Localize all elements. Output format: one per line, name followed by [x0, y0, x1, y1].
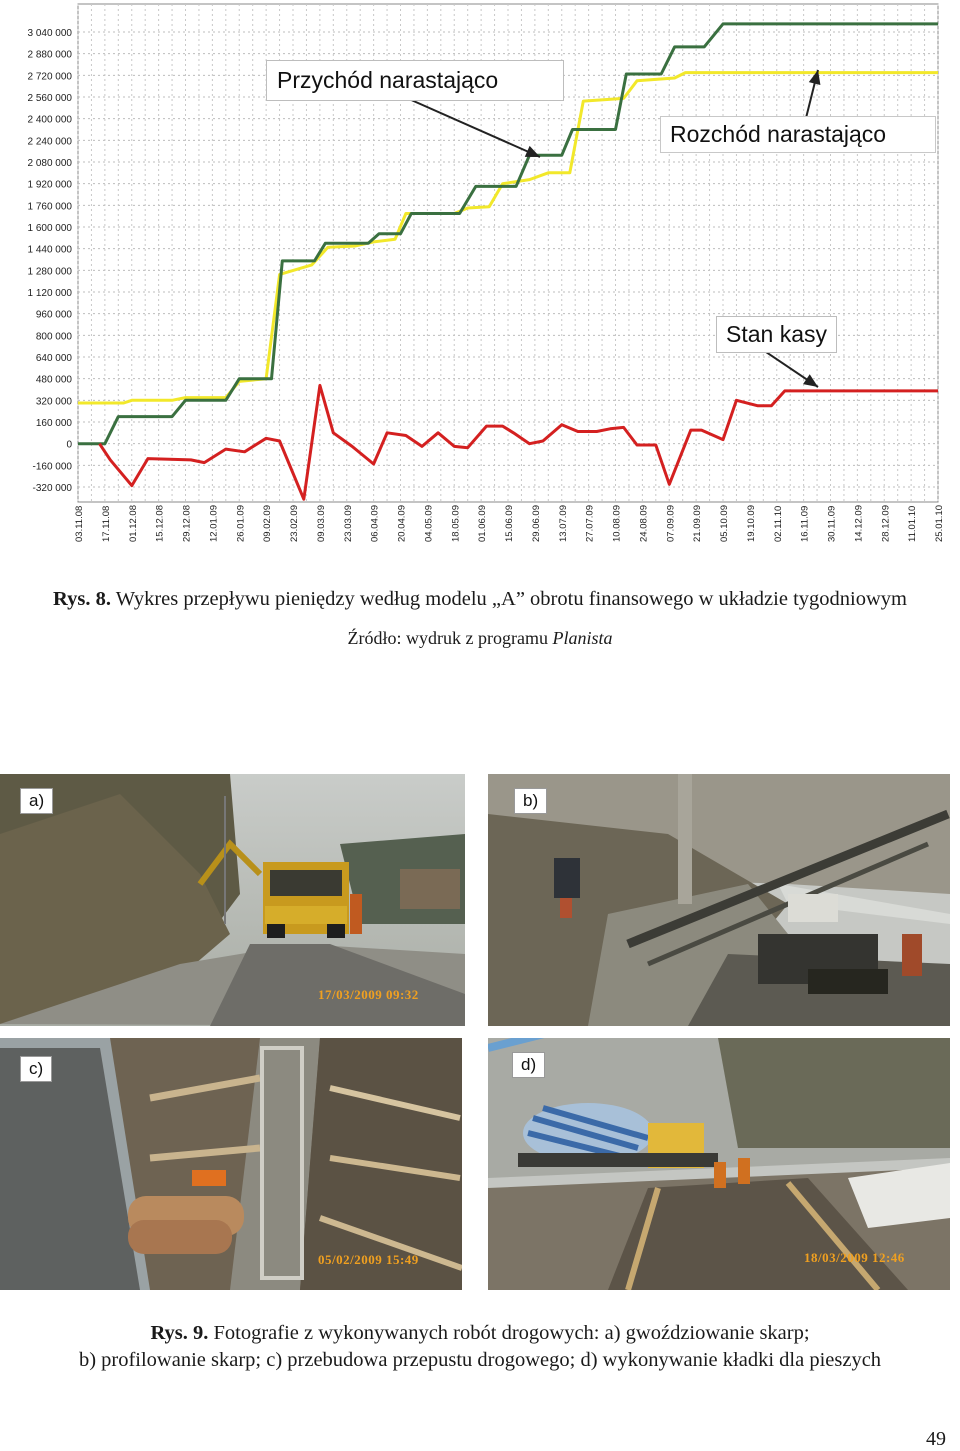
x-tick-label: 18.05.09: [450, 505, 462, 542]
y-tick-label: -320 000: [32, 483, 72, 494]
y-tick-label: 2 720 000: [27, 71, 72, 83]
x-tick-label: 12.01.09: [208, 505, 220, 542]
x-tick-label: 27.07.09: [584, 505, 596, 542]
x-tick-label: 02.11.10: [772, 505, 784, 542]
x-tick-label: 04.05.09: [423, 505, 435, 542]
figure-8-caption: [0, 588, 960, 611]
y-tick-label: 320 000: [35, 396, 72, 408]
figure-8-label: Rys. 8.: [53, 588, 111, 610]
photo-b-image: [488, 774, 950, 1026]
x-tick-label: 20.04.09: [396, 505, 408, 542]
y-tick-label: 160 000: [35, 418, 72, 429]
y-tick-label: 960 000: [35, 309, 72, 321]
x-tick-label: 06.04.09: [369, 505, 381, 542]
y-tick-label: 640 000: [35, 353, 72, 364]
x-tick-label: 11.01.10: [907, 505, 919, 542]
callout-przychod: Przychód narastająco: [266, 60, 564, 101]
photo-d-label: d): [512, 1052, 545, 1078]
y-tick-label: 1 120 000: [27, 288, 72, 299]
source-program: Planista: [552, 628, 613, 648]
x-tick-label: 28.12.09: [880, 505, 892, 542]
photo-d-timestamp: 18/03/2009 12:46: [804, 1250, 905, 1265]
x-tick-label: 03.11.08: [74, 505, 85, 542]
y-tick-label: 2 880 000: [27, 49, 72, 61]
photo-c-label: c): [20, 1056, 52, 1082]
figure-9-label: Rys. 9.: [150, 1322, 209, 1344]
x-tick-label: 19.10.09: [745, 505, 757, 542]
x-tick-label: 09.03.09: [315, 505, 327, 542]
y-tick-label: 3 040 000: [27, 28, 72, 39]
x-tick-label: 24.08.09: [638, 505, 650, 542]
callout-stan-kasy: Stan kasy: [716, 316, 837, 353]
photo-a-timestamp: 17/03/2009 09:32: [318, 987, 419, 1002]
photo-c: [0, 1038, 462, 1290]
photo-b: [488, 774, 950, 1026]
y-tick-label: 2 080 000: [27, 158, 72, 169]
photo-c-timestamp: 05/02/2009 15:49: [318, 1252, 419, 1267]
x-tick-label: 26.01.09: [235, 505, 247, 542]
x-tick-label: 21.09.09: [692, 505, 704, 542]
figure-9-text-line1: Fotografie z wykonywanych robót drogowych: a) gwoździowanie skarp;: [208, 1322, 810, 1344]
x-tick-label: 01.06.09: [477, 505, 489, 542]
x-tick-label: 25.01.10: [934, 505, 945, 542]
x-tick-label: 23.03.09: [342, 505, 354, 542]
x-tick-label: 15.06.09: [504, 505, 515, 542]
photo-a-label: a): [20, 788, 53, 814]
y-tick-label: 1 280 000: [27, 266, 72, 278]
y-tick-label: 2 400 000: [27, 114, 72, 126]
figure-8-text: Wykres przepływu pieniędzy według modelu „A” obrotu finansowego w układzie tygodniowym: [110, 588, 907, 610]
y-tick-label: -160 000: [32, 461, 72, 473]
y-tick-label: 1 600 000: [27, 223, 72, 234]
y-tick-label: 800 000: [35, 331, 72, 343]
x-tick-label: 16.11.09: [799, 505, 811, 542]
page-number: 49: [926, 1428, 946, 1450]
y-tick-label: 2 560 000: [27, 93, 72, 104]
x-tick-label: 07.09.09: [665, 505, 677, 542]
source-note: [0, 628, 960, 649]
x-tick-label: 15.12.08: [154, 505, 166, 542]
x-tick-label: 29.06.09: [530, 505, 542, 542]
photo-a: [0, 774, 465, 1026]
y-tick-label: 2 240 000: [27, 136, 72, 148]
y-tick-label: 1 440 000: [27, 244, 72, 256]
x-tick-label: 05.10.09: [719, 505, 730, 542]
x-tick-label: 29.12.08: [181, 505, 193, 542]
photo-b-label: b): [514, 788, 547, 814]
figure-9-caption-line2: b) profilowanie skarp; c) przebudowa przepustu drogowego; d) wykonywanie kładki dla pieszych: [78, 1349, 882, 1371]
x-tick-label: 13.07.09: [557, 505, 569, 542]
source-prefix: Źródło: wydruk z programu: [347, 628, 553, 648]
callout-rozchod: Rozchód narastająco: [660, 116, 936, 153]
y-tick-label: 480 000: [35, 374, 72, 386]
y-tick-label: 1 920 000: [27, 179, 72, 191]
figure-9-caption-line1: [0, 1322, 960, 1345]
x-tick-label: 23.02.09: [289, 505, 300, 542]
photo-d: [488, 1038, 950, 1290]
x-axis-ticks: [74, 505, 945, 542]
x-tick-label: 10.08.09: [611, 505, 623, 542]
y-axis-ticks: [28, 28, 73, 494]
x-tick-label: 30.11.09: [826, 505, 838, 542]
y-tick-label: 0: [66, 439, 72, 451]
x-tick-label: 14.12.09: [853, 505, 865, 542]
cash-flow-chart: [0, 0, 960, 545]
x-tick-label: 01.12.08: [127, 505, 139, 542]
y-tick-label: 1 760 000: [27, 201, 72, 213]
x-tick-label: 09.02.09: [262, 505, 274, 542]
x-tick-label: 17.11.08: [100, 505, 112, 542]
